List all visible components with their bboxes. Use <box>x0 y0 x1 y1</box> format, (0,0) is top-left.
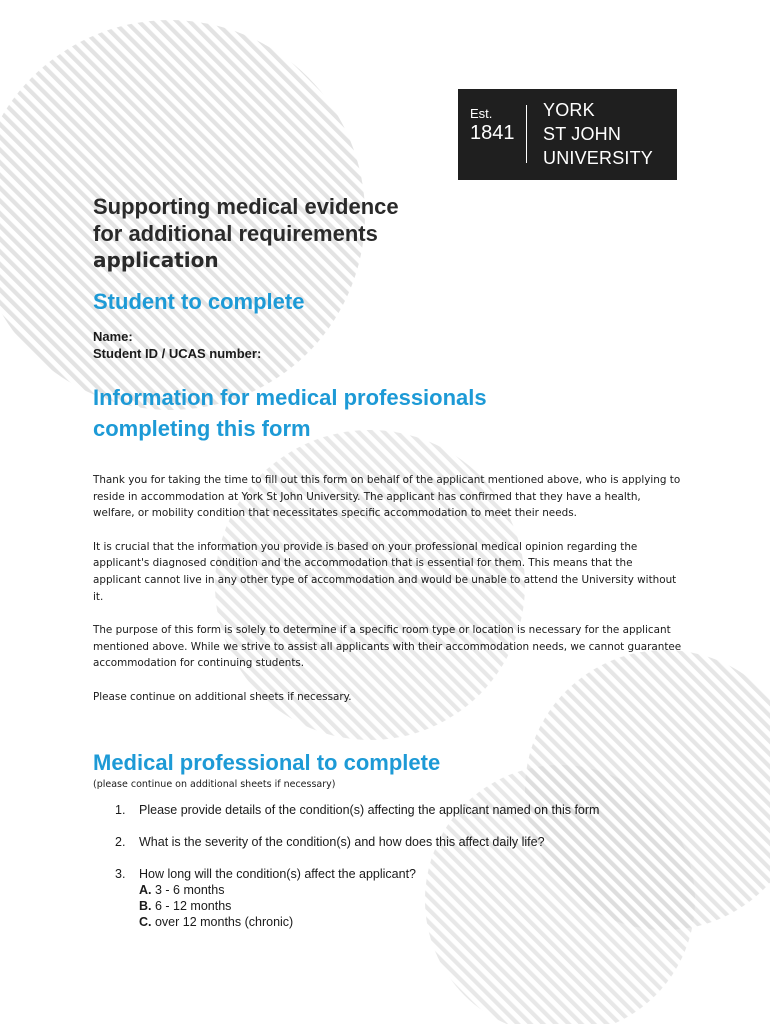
medical-section-heading: Medical professional to complete <box>93 750 441 775</box>
logo-est: Est. <box>470 106 493 121</box>
info-section-heading <box>93 382 593 444</box>
question-number: 2. <box>115 835 126 849</box>
question-text: What is the severity of the condition(s) and how does this affect daily life? <box>139 835 545 849</box>
question-text: Please provide details of the condition(s) affecting the applicant named on this form <box>139 803 600 817</box>
option-letter: B. <box>139 899 152 913</box>
student-id-label: Student ID / UCAS number: <box>93 346 262 361</box>
option-text: 3 - 6 months <box>151 883 225 897</box>
page-title <box>93 193 513 274</box>
duration-option-c <box>139 914 699 930</box>
duration-option-a <box>139 882 699 898</box>
title-line-2: for additional requirements <box>93 221 378 246</box>
student-fields <box>93 328 261 362</box>
logo-name-line: YORK <box>543 100 595 120</box>
info-paragraph: The purpose of this form is solely to determine if a specific room type or location is necessary for the applicant mentioned above. While we strive to assist all applicants with their accommodation needs, we cannot guarantee accommodation for continuing students. <box>93 624 682 670</box>
student-section-heading: Student to complete <box>93 289 305 314</box>
logo-name-line: UNIVERSITY <box>543 148 654 168</box>
info-paragraph: It is crucial that the information you provide is based on your professional medical opinion regarding the applicant's diagnosed condition and the accommodation that is essential for them. This means that the applicant cannot live in any other type of accommodation and would be unable to attend the University without it. <box>93 540 677 603</box>
question-text: How long will the condition(s) affect the applicant? <box>139 867 417 881</box>
option-text: over 12 months (chronic) <box>151 915 294 929</box>
name-label: Name: <box>93 329 133 344</box>
logo-name-line: ST JOHN <box>543 124 622 144</box>
medical-section-note: (please continue on additional sheets if necessary) <box>93 779 336 790</box>
title-line-3: application <box>93 248 219 272</box>
university-logo <box>458 89 677 180</box>
title-line-1: Supporting medical evidence <box>93 194 399 219</box>
info-paragraph: Please continue on additional sheets if necessary. <box>93 690 352 703</box>
option-letter: C. <box>139 915 152 929</box>
logo-name <box>543 98 653 170</box>
question-number: 1. <box>115 803 126 817</box>
info-heading-line-2: completing this form <box>93 416 311 441</box>
option-letter: A. <box>139 883 152 897</box>
logo-year: 1841 <box>470 122 515 144</box>
logo-divider <box>526 105 527 163</box>
info-heading-line-1: Information for medical professionals <box>93 385 487 410</box>
option-text: 6 - 12 months <box>151 899 232 913</box>
question-number: 3. <box>115 867 126 881</box>
info-body <box>93 472 683 723</box>
duration-option-b <box>139 898 699 914</box>
info-paragraph: Thank you for taking the time to fill out this form on behalf of the applicant mentioned above, who is applying to reside in accommodation at York St John University. The applicant has confirmed that they have a health, welfare, or mobility condition that necessitates specific accommodation to meet their needs. <box>93 474 681 520</box>
